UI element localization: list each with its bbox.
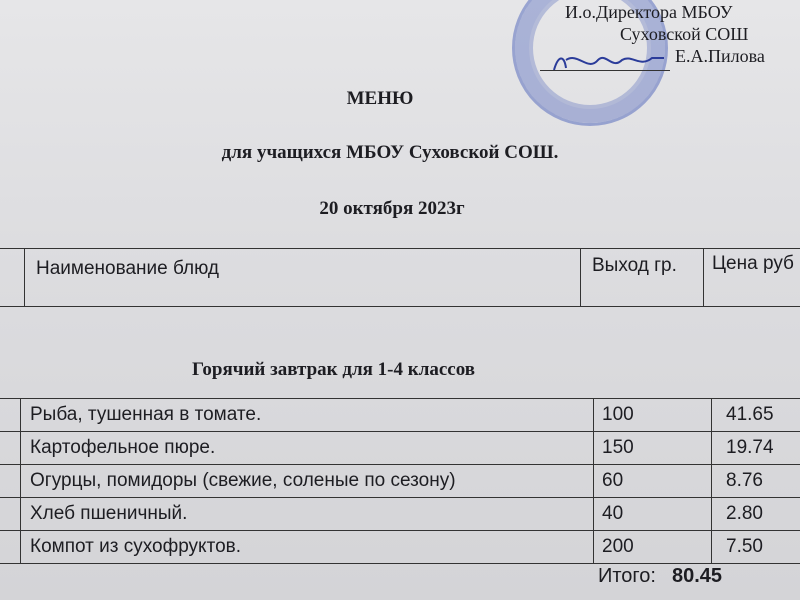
dish-name: Хлеб пшеничный.: [30, 503, 188, 524]
row-border: [0, 530, 800, 531]
row-border: [0, 398, 800, 399]
table-border: [24, 248, 25, 306]
dish-name: Рыба, тушенная в томате.: [30, 404, 262, 425]
menu-subtitle: для учащихся МБОУ Суховской СОШ.: [221, 142, 559, 163]
dish-name: Картофельное пюре.: [30, 437, 216, 458]
dish-price: 2.80: [726, 503, 763, 524]
row-border: [0, 464, 800, 465]
dish-name: Компот из сухофруктов.: [30, 536, 242, 557]
dish-yield: 100: [602, 404, 634, 425]
table-border: [0, 248, 800, 249]
row-border: [0, 431, 800, 432]
dish-yield: 200: [602, 536, 634, 557]
dish-name: Огурцы, помидоры (свежие, соленые по сезону): [30, 470, 456, 491]
dish-price: 19.74: [726, 437, 774, 458]
header-price: Цена руб: [712, 253, 794, 274]
dish-price: 8.76: [726, 470, 763, 491]
signature-line: [540, 70, 670, 71]
table-border: [580, 248, 581, 306]
total-value: 80.45: [671, 565, 723, 587]
dish-yield: 60: [602, 470, 624, 491]
header-yield: Выход гр.: [592, 255, 677, 276]
approval-position: И.о.Директора МБОУ: [565, 2, 733, 22]
approval-signer: Е.А.Пилова: [675, 46, 765, 66]
row-border: [0, 497, 800, 498]
dish-price: 7.50: [726, 536, 763, 557]
approval-school: Суховской СОШ: [620, 24, 749, 44]
column-border: [711, 398, 712, 563]
menu-title: МЕНЮ: [346, 88, 414, 109]
section-title: Горячий завтрак для 1-4 классов: [192, 359, 476, 380]
total-label: Итого:: [598, 565, 656, 587]
menu-date: 20 октября 2023г: [319, 198, 465, 219]
column-border: [593, 398, 594, 563]
dish-yield: 150: [602, 437, 634, 458]
dish-price: 41.65: [726, 404, 774, 425]
dish-yield: 40: [602, 503, 624, 524]
total: [598, 565, 722, 588]
row-border: [0, 563, 800, 564]
table-border: [703, 248, 704, 306]
header-dish-name: Наименование блюд: [36, 258, 220, 279]
table-border: [0, 306, 800, 307]
column-border: [20, 398, 21, 563]
handwritten-signature: [548, 48, 668, 78]
